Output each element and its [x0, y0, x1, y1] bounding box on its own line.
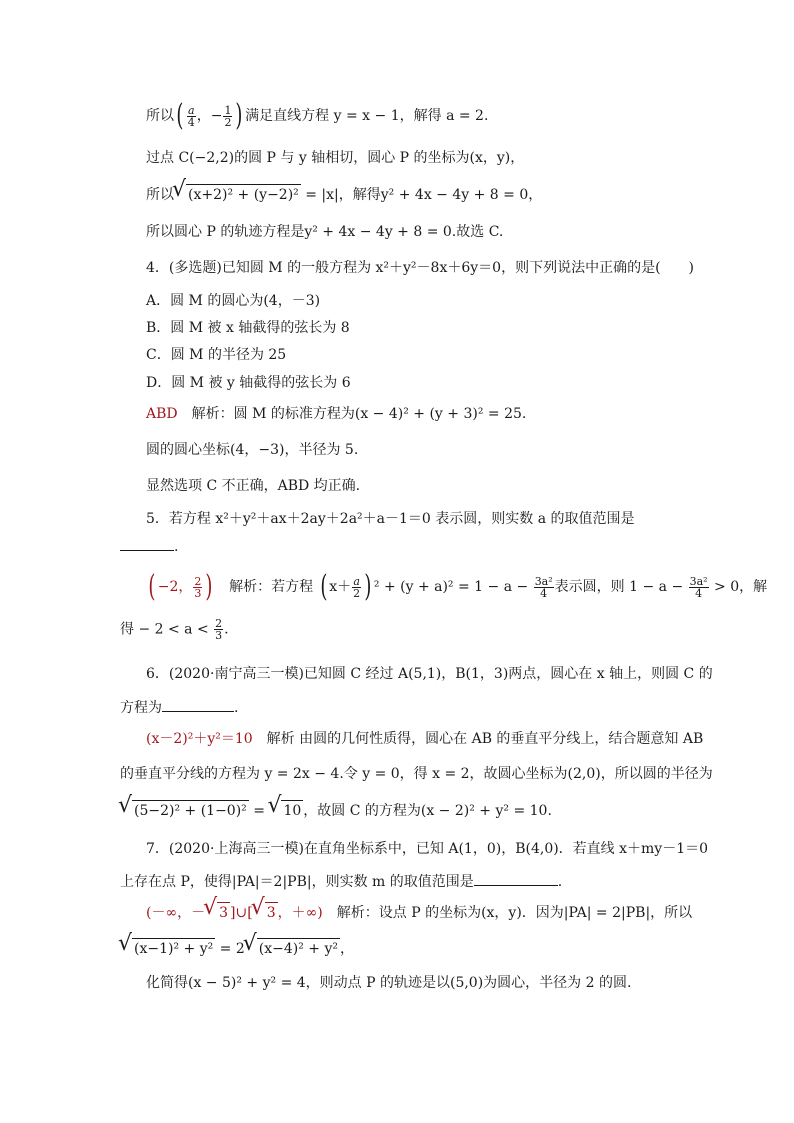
radicand: 3 [265, 902, 278, 923]
numerator: 2 [194, 574, 202, 588]
q5-solution-2 [120, 618, 229, 641]
text: > 0，解 [709, 579, 768, 595]
q5-answer: ( −2， $\frac{2}{3}$ ) [148, 569, 213, 604]
text: ， [340, 941, 355, 957]
numerator: 3a² [534, 574, 553, 588]
sqrt-expression [253, 902, 278, 923]
text: y = x − 1，解得 [333, 108, 447, 124]
text: = |x|，解得y² + 4x − 4y + 8 = 0， [300, 187, 543, 203]
fraction [193, 576, 202, 599]
numerator: 2 [215, 617, 223, 630]
q7-solution-1 [146, 902, 692, 923]
fraction [187, 105, 196, 128]
q6-stem-2 [120, 697, 238, 718]
sqrt-expression [174, 184, 301, 205]
text: x＋ [329, 579, 352, 595]
q5-blank-line [120, 536, 178, 557]
text: 表示圆，则 1 − a − [554, 579, 688, 595]
numerator: 1 [224, 103, 232, 117]
denominator: 2 [224, 115, 232, 129]
q4-answer: ABD [146, 406, 178, 422]
denominator: 3 [194, 586, 202, 600]
q7-solution-2 [120, 938, 354, 959]
fraction [534, 576, 554, 599]
text: ]∪[ [230, 905, 253, 921]
q5-stem: 5．若方程 x²＋y²＋ax＋2ay＋2a²＋a－1＝0 表示圆，则实数 a 的取值范围是 [146, 511, 635, 527]
solution-line-3 [146, 184, 542, 205]
text: 解析：设点 P 的坐标为(x，y)．因为|PA| = 2|PB|，所以 [322, 905, 693, 921]
text: 满足直线方程 [245, 108, 334, 124]
solution-line-4: 所以圆心 P 的轨迹方程是y² + 4x − 4y + 8 = 0.故选 C. [146, 224, 504, 240]
denominator: 4 [695, 586, 703, 600]
left-paren: ( [176, 98, 184, 133]
numerator: 3a² [689, 574, 708, 588]
text: ，− [196, 108, 223, 124]
denominator: 4 [187, 115, 195, 129]
fraction [689, 576, 709, 599]
fraction [214, 618, 223, 641]
text: (－∞，－ [146, 905, 206, 921]
radicand: 3 [217, 902, 230, 923]
text: . [174, 539, 179, 555]
answer-blank [120, 536, 174, 551]
q6-solution-2: 的垂直平分线的方程为 y = 2x − 4.令 y = 0，得 x = 2，故圆心坐标为(2,0)，所以圆的半径为 [120, 766, 713, 782]
text: = [248, 803, 270, 819]
q7-stem: 7．(2020·上海高三一模)在直角坐标系中，已知 A(1，0)，B(4,0)．若直线 x＋my－1＝0 [146, 841, 709, 857]
text: 上存在点 P，使得|PA|＝2|PB|，则实数 m 的取值范围是 [120, 874, 474, 890]
denominator: 3 [215, 629, 223, 642]
sqrt-expression [269, 800, 303, 821]
q4-solution-3: 显然选项 C 不正确，ABD 均正确. [146, 478, 361, 494]
q7-stem-2 [120, 871, 562, 892]
sqrt-expression [120, 800, 249, 821]
radicand: 10 [281, 800, 303, 821]
q4-stem: 4．(多选题)已知圆 M 的一般方程为 x²＋y²－8x＋6y＝0，则下列说法中正确的是( ) [146, 260, 694, 276]
radicand: (x−1)² + y² [132, 938, 215, 959]
right-paren: ) [235, 98, 243, 133]
q7-answer [146, 905, 323, 921]
text: . [224, 621, 229, 638]
text: . [557, 874, 563, 890]
text: . [234, 700, 239, 716]
radicand: (x−4)² + y² [257, 938, 340, 959]
text: 解析：圆 M 的标准方程为(x − 4)² + (y + 3)² = 25. [177, 406, 527, 422]
q4-option-c: C．圆 M 的半径为 25 [146, 347, 287, 363]
text: 所以 [146, 187, 174, 203]
solution-line-1 [146, 98, 489, 133]
q4-solution-1 [146, 404, 526, 424]
q7-solution-3: 化简得(x − 5)² + y² = 4，则动点 P 的轨迹是以(5,0)为圆心，半径为 2 的圆. [146, 975, 632, 991]
text: ，＋∞) [277, 905, 323, 921]
text: 解析：若方程 [215, 579, 318, 595]
text: a = 2. [446, 108, 489, 124]
answer-blank [474, 871, 558, 886]
q5-solution-1: ( −2， $\frac{2}{3}$ ) 解析：若方程 ( x＋ $\frac{a}{2}$ ) ² + (y + a)² = 1 − a − $\frac{\text{3a²}}{4}$ 表示圆，则 1 − a − $\frac{\text{3a²}}{4}$ > 0，解 [146, 572, 767, 602]
text: −2， [157, 579, 193, 595]
sqrt-expression [205, 902, 230, 923]
sqrt-expression [120, 938, 215, 959]
q6-stem: 6．(2020·南宁高三一模)已知圆 C 经过 A(5,1)，B(1，3)两点，圆心在 x 轴上，则圆 C 的 [146, 666, 713, 682]
q4-option-a: A．圆 M 的圆心为(4，－3) [146, 293, 321, 309]
q6-solution-1 [146, 729, 703, 749]
sqrt-expression [245, 938, 340, 959]
text: 所以 [146, 108, 174, 124]
fraction [223, 105, 232, 128]
text: ，故圆 C 的方程为(x − 2)² + y² = 10. [303, 803, 552, 819]
denominator: 4 [540, 586, 548, 600]
numerator: a [353, 574, 360, 588]
q4-solution-2: 圆的圆心坐标(4，−3)，半径为 5. [146, 442, 359, 458]
answer-blank [162, 697, 234, 712]
text: 得 − 2 < a < [120, 621, 214, 638]
text: ² + (y + a)² = 1 − a − [373, 579, 533, 595]
text: = 2 [215, 941, 245, 957]
fraction [352, 576, 361, 599]
text: 方程为 [120, 700, 162, 716]
radicand: (x+2)² + (y−2)² [186, 184, 301, 205]
q4-option-b: B．圆 M 被 x 轴截得的弦长为 8 [146, 320, 350, 336]
numerator: a [187, 103, 195, 117]
q6-solution-3 [120, 800, 552, 821]
solution-line-2: 过点 C(−2,2)的圆 P 与 y 轴相切，圆心 P 的坐标为(x，y)， [146, 150, 525, 166]
text: 解析 由圆的几何性质得，圆心在 AB 的垂直平分线上，结合题意知 AB [252, 731, 704, 747]
q6-answer: (x－2)²＋y²＝10 [146, 731, 253, 747]
q4-option-d: D．圆 M 被 y 轴截得的弦长为 6 [146, 375, 351, 391]
radicand: (5−2)² + (1−0)² [132, 800, 249, 821]
denominator: 2 [353, 586, 361, 600]
